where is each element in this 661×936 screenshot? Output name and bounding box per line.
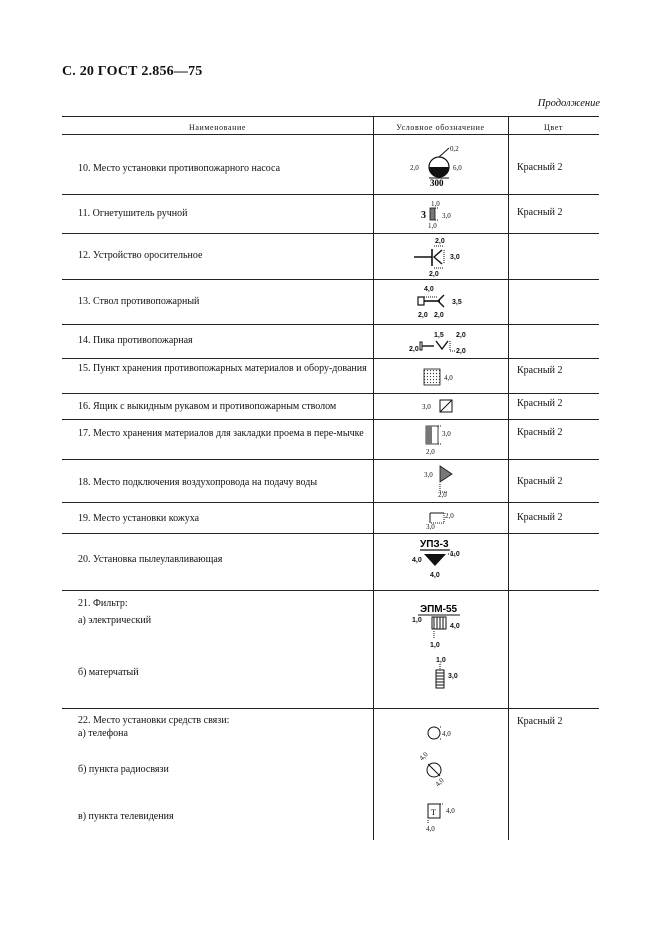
radio-point-symbol-icon <box>412 750 462 792</box>
svg-text:2,0: 2,0 <box>429 271 439 278</box>
pump-symbol-icon <box>405 142 473 190</box>
continuation-label: Продолжение <box>537 98 600 109</box>
hose-box-symbol-icon <box>420 396 464 418</box>
material-storage-symbol-icon <box>420 422 464 458</box>
svg-text:2,0: 2,0 <box>434 312 444 319</box>
fabric-filter-symbol-icon <box>424 652 468 694</box>
svg-text:6,0: 6,0 <box>453 164 462 172</box>
svg-text:3,0: 3,0 <box>426 523 435 531</box>
row-11-name: 11. Огнетушитель ручной <box>78 208 188 219</box>
fire-pike-symbol-icon <box>406 327 476 357</box>
tv-point-symbol-icon <box>420 798 464 836</box>
svg-text:300: 300 <box>430 178 444 188</box>
svg-text:2,0: 2,0 <box>445 512 454 520</box>
svg-text:3,0: 3,0 <box>424 471 433 479</box>
row-21b-name: б) матерчатый <box>78 667 139 678</box>
row-20-name: 20. Установка пылеулавливающая <box>78 554 223 565</box>
svg-text:2,0: 2,0 <box>418 312 428 319</box>
row-18-name: 18. Место подключения воздухопровода на подачу воды <box>78 477 318 488</box>
row-22v-name: в) пункта телевидения <box>78 811 174 822</box>
storage-point-symbol-icon <box>420 363 464 389</box>
casing-symbol-icon <box>420 505 464 531</box>
svg-text:1,0: 1,0 <box>428 222 437 230</box>
svg-text:3,0: 3,0 <box>442 430 451 438</box>
svg-text:3,0: 3,0 <box>442 212 451 220</box>
air-duct-connection-symbol-icon <box>420 462 464 500</box>
column-header-name: Наименование <box>188 123 247 132</box>
fire-nozzle-symbol-icon <box>410 283 474 323</box>
row-19-name: 19. Место установки кожуха <box>78 513 200 524</box>
row-22a-name: а) телефона <box>78 728 128 739</box>
svg-text:Т: Т <box>431 808 436 817</box>
row-21-name: 21. Фильтр: <box>78 598 128 609</box>
svg-text:4,0: 4,0 <box>424 286 434 293</box>
row-22b-name: б) пункта радиосвязи <box>78 764 169 775</box>
svg-text:4,0: 4,0 <box>426 825 435 833</box>
svg-text:1,0: 1,0 <box>436 657 446 664</box>
svg-text:1,0: 1,0 <box>431 200 440 208</box>
svg-text:4,0: 4,0 <box>450 623 460 630</box>
electric-filter-symbol-icon <box>408 600 472 650</box>
svg-text:2,0: 2,0 <box>438 491 447 499</box>
row-16-color: Красный 2 <box>517 398 563 409</box>
svg-text:4,0: 4,0 <box>412 557 422 564</box>
svg-text:3,0: 3,0 <box>422 403 431 411</box>
svg-text:4,0: 4,0 <box>433 776 446 789</box>
svg-text:1,0: 1,0 <box>450 551 460 558</box>
sprinkler-symbol-icon <box>410 236 474 278</box>
svg-text:2,0: 2,0 <box>456 348 466 355</box>
row-15-color: Красный 2 <box>517 365 563 376</box>
svg-text:4,0: 4,0 <box>430 572 440 579</box>
svg-text:1,0: 1,0 <box>412 617 422 624</box>
svg-text:3,5: 3,5 <box>452 299 462 306</box>
row-16-name: 16. Ящик с выкидным рукавом и противопожарным стволом <box>78 401 337 412</box>
column-header-symbol: Условное обозначение <box>396 123 485 132</box>
svg-text:4,0: 4,0 <box>444 374 453 382</box>
svg-text:4,0: 4,0 <box>442 730 451 738</box>
svg-text:4,0: 4,0 <box>446 807 455 815</box>
svg-text:1,5: 1,5 <box>434 332 444 339</box>
svg-text:2,0: 2,0 <box>456 332 466 339</box>
row-22-name: 22. Место установки средств связи: <box>78 715 230 726</box>
dust-collector-symbol-icon <box>408 536 472 582</box>
column-header-color: Цвет <box>544 123 563 132</box>
header-bottom-rule <box>62 134 599 135</box>
row-14-name: 14. Пика противопожарная <box>78 335 193 346</box>
row-12-name: 12. Устройство оросительное <box>78 250 203 261</box>
svg-text:2,0: 2,0 <box>409 346 419 353</box>
svg-text:3,0: 3,0 <box>448 673 458 680</box>
table-top-rule <box>62 116 599 117</box>
row-10-color: Красный 2 <box>517 162 563 173</box>
row-13-name: 13. Ствол противопожарный <box>78 296 200 307</box>
svg-text:2,0: 2,0 <box>435 238 445 245</box>
column-divider-2 <box>508 116 509 840</box>
svg-text:ЭПМ-55: ЭПМ-55 <box>420 604 458 615</box>
svg-text:4,0: 4,0 <box>417 750 430 763</box>
page-header: С. 20 ГОСТ 2.856—75 <box>62 64 203 79</box>
extinguisher-symbol-icon <box>418 197 468 231</box>
svg-text:3,0: 3,0 <box>450 254 460 261</box>
telephone-symbol-icon <box>420 722 464 746</box>
svg-text:УПЗ-3: УПЗ-3 <box>420 539 449 550</box>
row-21a-name: а) электрический <box>78 615 152 626</box>
row-17-color: Красный 2 <box>517 427 563 438</box>
row-11-color: Красный 2 <box>517 207 563 218</box>
row-17-name: 17. Место хранения материалов для закладки проема в пере-мычке <box>78 428 364 439</box>
row-18-color: Красный 2 <box>517 476 563 487</box>
row-15-name: 15. Пункт хранения противопожарных материалов и обору-дования <box>78 363 367 374</box>
svg-text:2,0: 2,0 <box>426 448 435 456</box>
svg-text:2,0: 2,0 <box>410 164 419 172</box>
svg-text:1,0: 1,0 <box>430 642 440 649</box>
row-10-name: 10. Место установки противопожарного насоса <box>78 163 281 174</box>
row-22-color: Красный 2 <box>517 716 563 727</box>
row-19-color: Красный 2 <box>517 512 563 523</box>
svg-text:3: 3 <box>421 210 426 221</box>
svg-text:0,2: 0,2 <box>450 145 459 153</box>
